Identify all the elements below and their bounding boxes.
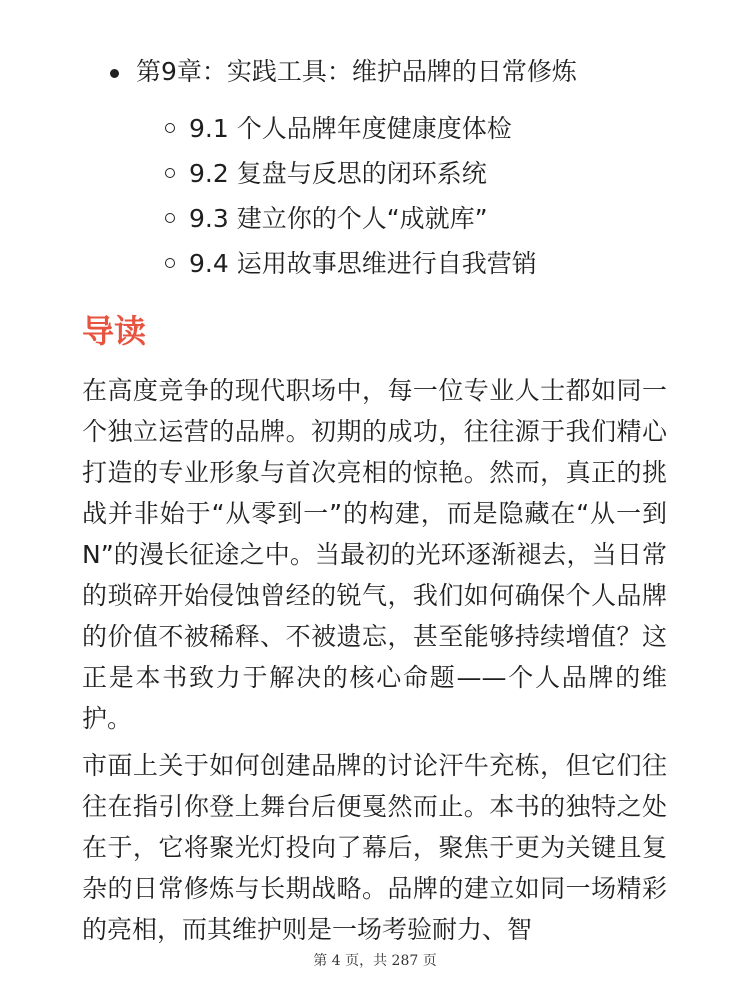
circle-bullet-icon	[165, 258, 175, 268]
subsection-title: 9.3 建立你的个人“成就库”	[189, 204, 488, 233]
intro-paragraph-1: 在高度竞争的现代职场中，每一位专业人士都如同一个独立运营的品牌。初期的成功，往往源于我们精心打造的专业形象与首次亮相的惊艳。然而，真正的挑战并非始于“从零到一”的构建，而是隐藏在“从一到N”的漫长征途之中。当最初的光环逐渐褪去，当日常的琐碎开始侵蚀曾经的锐气，我们如何确保个人品牌的价值不被稀释、不被遗忘，甚至能够持续增值？这正是本书致力于解决的核心命题——个人品牌的维护。	[82, 376, 667, 733]
subsection-item	[165, 106, 710, 151]
intro-paragraph-2: 市面上关于如何创建品牌的讨论汗牛充栋，但它们往往在指引你登上舞台后便戛然而止。本书的独特之处在于，它将聚光灯投向了幕后，聚焦于更为关键且复杂的日常修炼与长期战略。品牌的建立如同一场精彩的亮相，而其维护则是一场考验耐力、智	[82, 751, 667, 944]
bullet-icon	[110, 69, 119, 78]
circle-bullet-icon	[165, 123, 175, 133]
subsection-list	[165, 106, 710, 286]
subsection-title: 9.1 个人品牌年度健康度体检	[189, 114, 512, 143]
section-heading: 导读	[82, 312, 147, 350]
chapter-title: 第9章：实践工具：维护品牌的日常修炼	[136, 57, 577, 86]
subsection-item	[165, 151, 710, 196]
subsection-title: 9.4 运用故事思维进行自我营销	[189, 249, 537, 278]
subsection-title: 9.2 复盘与反思的闭环系统	[189, 159, 487, 188]
circle-bullet-icon	[165, 213, 175, 223]
subsection-item	[165, 241, 710, 286]
circle-bullet-icon	[165, 168, 175, 178]
page-number-footer: 第 4 页，共 287 页	[313, 953, 437, 969]
subsection-item	[165, 196, 710, 241]
